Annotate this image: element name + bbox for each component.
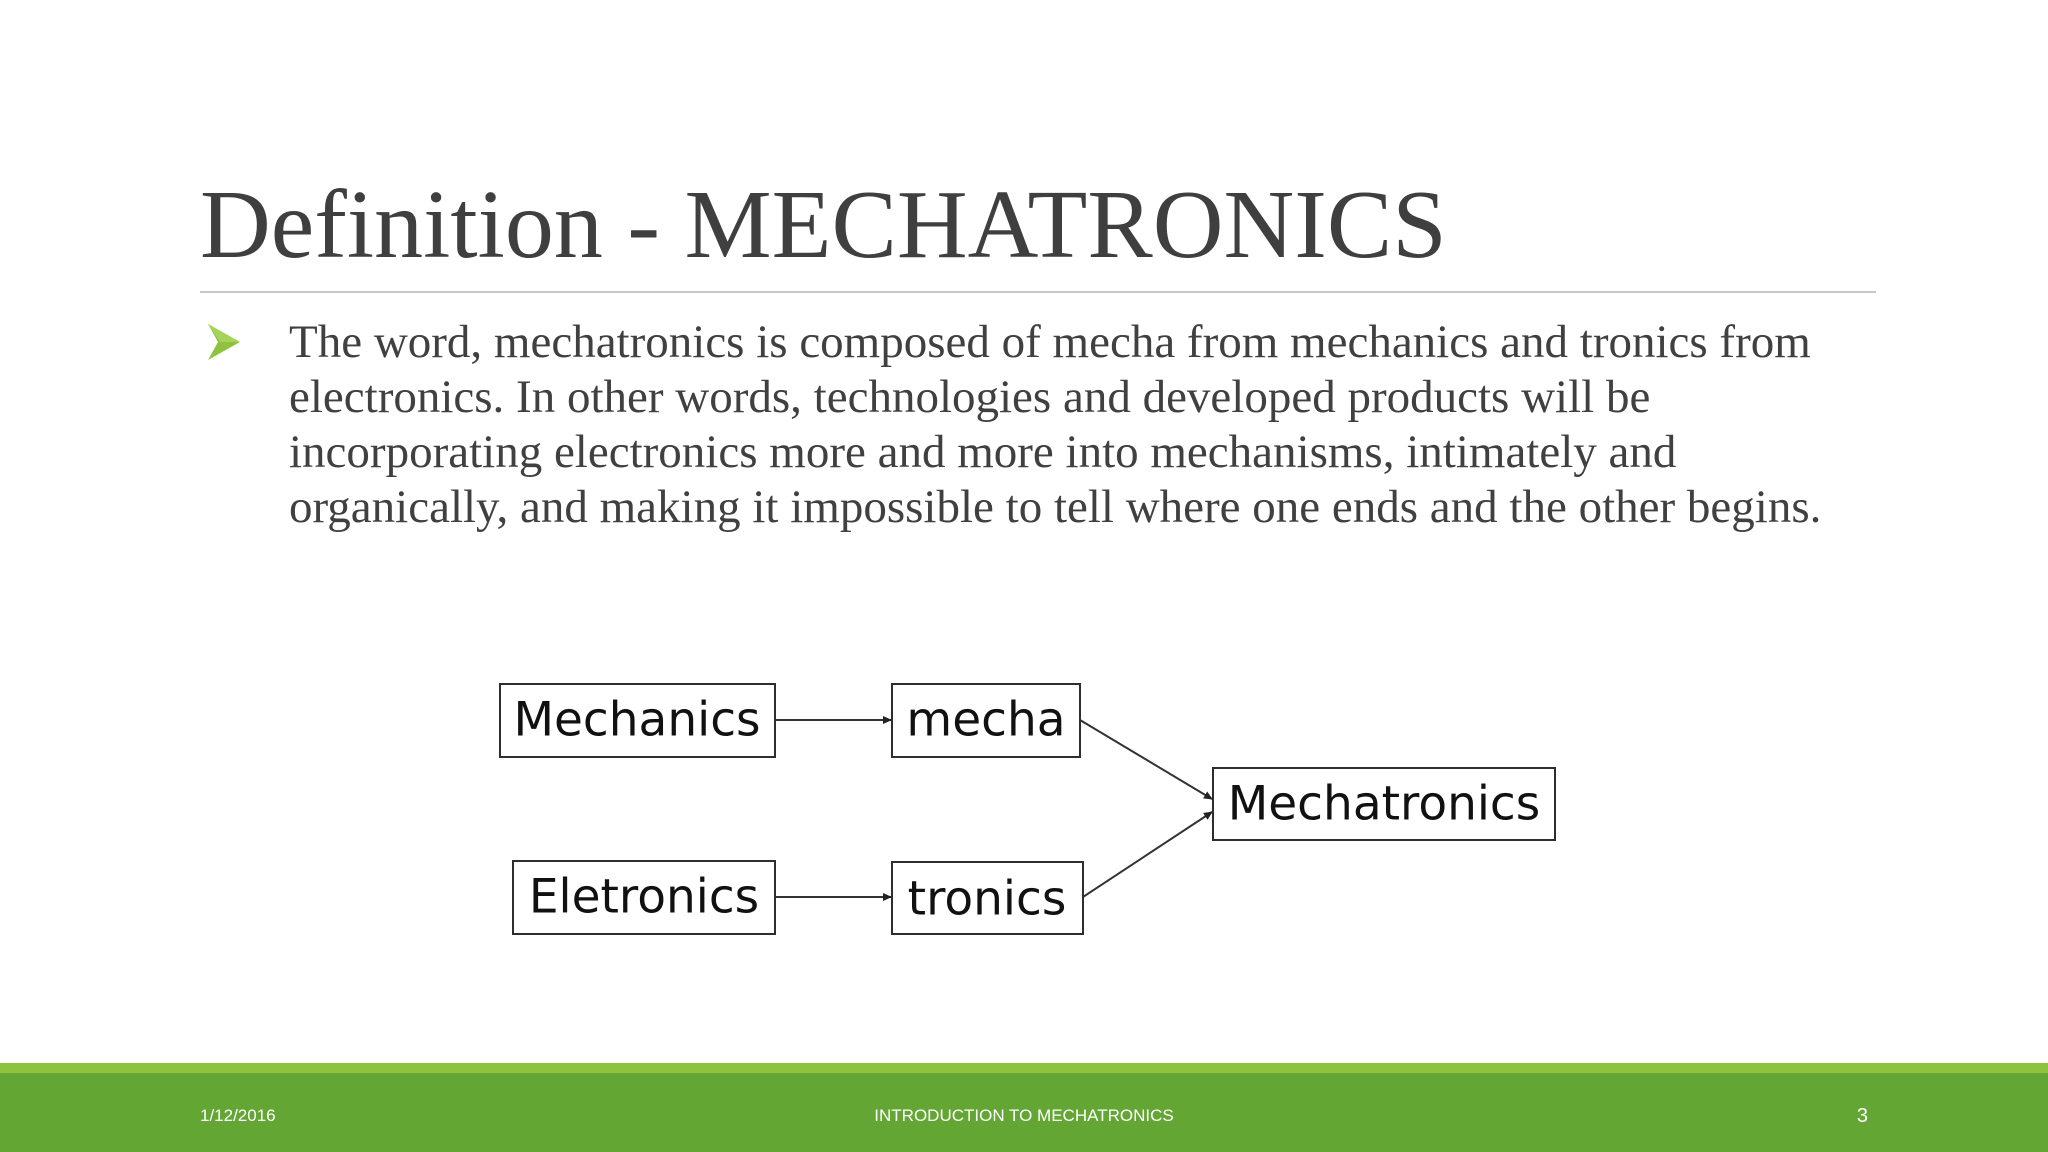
mecha-label: mecha [906,692,1066,748]
footer-date: 1/12/2016 [200,1106,276,1125]
mechatronics-node [1213,768,1555,840]
mechatronics-label: Mechatronics [1227,776,1541,832]
mechanics-node [500,684,775,757]
tronics-node [892,862,1083,934]
bullet-paragraph: The word, mechatronics is composed of mecha from mechanics and tronics from electronics. In other words, technologies and developed products will be incorporating electronics more and more into mechanisms, intimately and organically, and making it impossible to tell where one ends and the other begins. [289,316,1822,533]
footer-title: INTRODUCTION TO MECHATRONICS [874,1106,1174,1125]
tronics-label: tronics [907,871,1067,927]
footer-accent-stripe [0,1063,2048,1073]
eletronics-label: Eletronics [528,869,760,925]
arrow-mecha-to-mechatronics [1080,720,1212,799]
mechanics-label: Mechanics [513,692,761,748]
slide-title: Definition - MECHATRONICS [200,171,1447,279]
footer-bar [0,1073,2048,1152]
mecha-node [892,684,1080,757]
eletronics-node [513,861,775,934]
arrow-tronics-to-mechatronics [1083,812,1212,897]
slide-number: 3 [1856,1105,1868,1127]
